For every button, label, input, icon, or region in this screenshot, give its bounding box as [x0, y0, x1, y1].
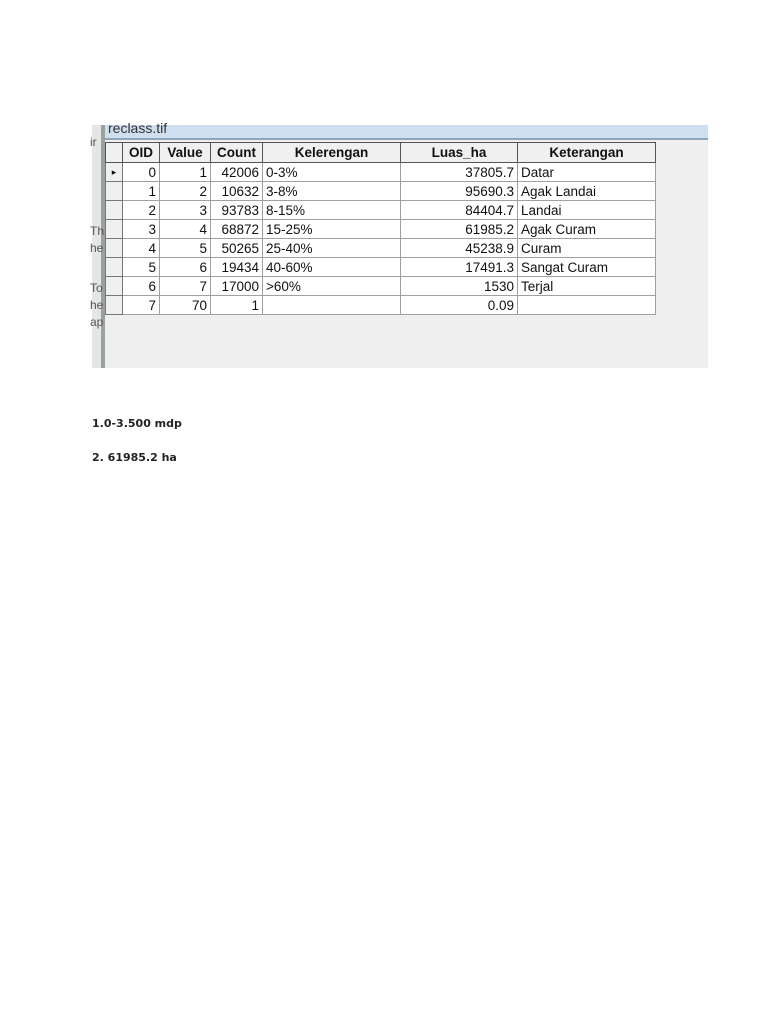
- table-cell[interactable]: 5: [123, 258, 160, 277]
- table-cell[interactable]: 7: [123, 296, 160, 315]
- table-cell[interactable]: 3: [160, 201, 211, 220]
- window-title-bar[interactable]: [105, 120, 708, 140]
- table-cell[interactable]: [263, 296, 401, 315]
- answer-1: 1.0-3.500 mdp: [92, 417, 182, 430]
- row-selector[interactable]: [106, 163, 123, 182]
- table-row[interactable]: [106, 220, 656, 239]
- table-cell[interactable]: 42006: [211, 163, 263, 182]
- column-header-keterangan[interactable]: Keterangan: [518, 143, 656, 163]
- row-selector-header[interactable]: [106, 143, 123, 163]
- row-selector[interactable]: [106, 296, 123, 315]
- table-cell[interactable]: [518, 296, 656, 315]
- table-cell[interactable]: 40-60%: [263, 258, 401, 277]
- side-fragment: he: [90, 298, 104, 312]
- table-cell[interactable]: >60%: [263, 277, 401, 296]
- table-row[interactable]: [106, 239, 656, 258]
- table-cell[interactable]: 70: [160, 296, 211, 315]
- table-cell[interactable]: 10632: [211, 182, 263, 201]
- answer-2: 2. 61985.2 ha: [92, 451, 177, 464]
- table-cell[interactable]: 37805.7: [401, 163, 518, 182]
- table-cell[interactable]: Agak Landai: [518, 182, 656, 201]
- table-cell[interactable]: 4: [123, 239, 160, 258]
- table-row[interactable]: [106, 296, 656, 315]
- table-row[interactable]: [106, 182, 656, 201]
- table-cell[interactable]: 0-3%: [263, 163, 401, 182]
- table-cell[interactable]: 68872: [211, 220, 263, 239]
- column-header-value[interactable]: Value: [160, 143, 211, 163]
- table-cell[interactable]: 0.09: [401, 296, 518, 315]
- column-header-oid[interactable]: OID: [123, 143, 160, 163]
- window-title: reclass.tif: [108, 120, 168, 136]
- table-cell[interactable]: 7: [160, 277, 211, 296]
- table-row[interactable]: [106, 163, 656, 182]
- table-cell[interactable]: 2: [160, 182, 211, 201]
- table-cell[interactable]: 1: [160, 163, 211, 182]
- table-cell[interactable]: 15-25%: [263, 220, 401, 239]
- side-fragment: ir: [90, 135, 97, 149]
- table-cell[interactable]: 3: [123, 220, 160, 239]
- table-cell[interactable]: 19434: [211, 258, 263, 277]
- table-cell[interactable]: 6: [160, 258, 211, 277]
- row-selector[interactable]: [106, 201, 123, 220]
- table-cell[interactable]: Curam: [518, 239, 656, 258]
- table-cell[interactable]: 45238.9: [401, 239, 518, 258]
- column-header-count[interactable]: Count: [211, 143, 263, 163]
- table-cell[interactable]: 6: [123, 277, 160, 296]
- side-fragment: he: [90, 241, 104, 255]
- table-cell[interactable]: Datar: [518, 163, 656, 182]
- current-row-arrow-icon: ▸: [111, 166, 117, 177]
- row-selector[interactable]: [106, 258, 123, 277]
- table-cell[interactable]: Sangat Curam: [518, 258, 656, 277]
- side-fragment: ap: [90, 315, 104, 329]
- table-cell[interactable]: 17491.3: [401, 258, 518, 277]
- table-row[interactable]: [106, 201, 656, 220]
- table-cell[interactable]: 0: [123, 163, 160, 182]
- table-cell[interactable]: 1530: [401, 277, 518, 296]
- column-header-kelerengan[interactable]: Kelerengan: [263, 143, 401, 163]
- table-cell[interactable]: 2: [123, 201, 160, 220]
- row-selector[interactable]: [106, 239, 123, 258]
- row-selector[interactable]: [106, 182, 123, 201]
- table-cell[interactable]: Terjal: [518, 277, 656, 296]
- row-selector[interactable]: [106, 277, 123, 296]
- table-cell[interactable]: 5: [160, 239, 211, 258]
- row-selector[interactable]: [106, 220, 123, 239]
- attribute-table-screenshot: [90, 120, 708, 368]
- table-cell[interactable]: Agak Curam: [518, 220, 656, 239]
- column-header-luas-ha[interactable]: Luas_ha: [401, 143, 518, 163]
- table-cell[interactable]: 8-15%: [263, 201, 401, 220]
- table-cell[interactable]: 1: [211, 296, 263, 315]
- table-cell[interactable]: 61985.2: [401, 220, 518, 239]
- table-cell[interactable]: 3-8%: [263, 182, 401, 201]
- table-header-row: [106, 143, 656, 163]
- attribute-table: [105, 142, 656, 315]
- table-cell[interactable]: 17000: [211, 277, 263, 296]
- table-row[interactable]: [106, 277, 656, 296]
- table-row[interactable]: [106, 258, 656, 277]
- table-cell[interactable]: 50265: [211, 239, 263, 258]
- table-cell[interactable]: 95690.3: [401, 182, 518, 201]
- side-fragment: To: [90, 281, 103, 295]
- table-cell[interactable]: 1: [123, 182, 160, 201]
- table-cell[interactable]: 93783: [211, 201, 263, 220]
- table-cell[interactable]: 4: [160, 220, 211, 239]
- side-fragment: Th: [90, 224, 105, 238]
- table-cell[interactable]: Landai: [518, 201, 656, 220]
- table-cell[interactable]: 84404.7: [401, 201, 518, 220]
- table-cell[interactable]: 25-40%: [263, 239, 401, 258]
